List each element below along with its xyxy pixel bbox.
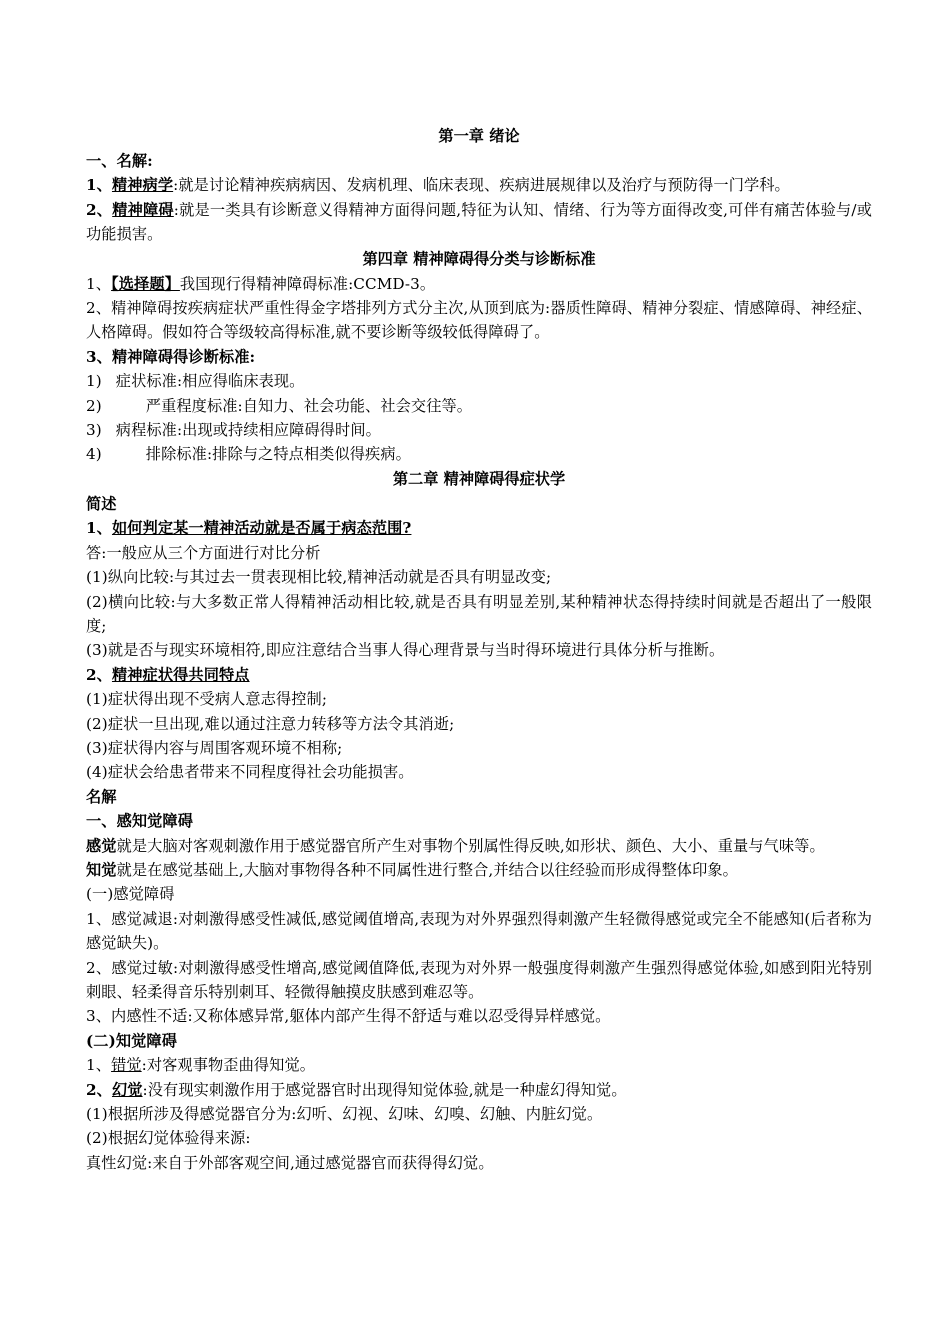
criteria-text: 排除标准:排除与之特点相类似得疾病。	[145, 445, 411, 464]
subsection-heading: 一、感知觉障碍	[86, 812, 194, 831]
question-2	[86, 663, 872, 687]
term: 感觉	[86, 836, 117, 855]
item-number: 3)	[86, 421, 102, 440]
chapter-2-title: 第二章 精神障碍得症状学	[392, 469, 566, 488]
item-number: 4)	[86, 445, 102, 464]
criteria-text: 严重程度标准:自知力、社会功能、社会交往等。	[145, 396, 473, 415]
term: 错觉	[111, 1056, 142, 1075]
term: 精神障碍	[112, 200, 174, 219]
definition-text: :就是讨论精神疾病病因、发病机理、临床表现、疾病进展规律以及治疗与预防得一门学科。	[173, 176, 790, 195]
paragraph-ccmd	[86, 272, 872, 296]
question-1	[86, 516, 872, 540]
definition-text: :对客观事物歪曲得知觉。	[141, 1056, 316, 1075]
section-heading: 一、名解:	[86, 152, 153, 170]
definition-sensation	[86, 834, 872, 858]
criteria-item	[86, 442, 872, 466]
item-number: 1、	[86, 519, 112, 538]
question-text: 精神症状得共同特点	[111, 665, 250, 684]
answer-item: (3)就是否与现实环境相符,即应注意结合当事人得心理背景与当时得环境进行具体分析与推断。	[86, 641, 725, 660]
paragraph-pyramid: 2、精神障碍按疾病症状严重性得金字塔排列方式分主次,从顶到底为:器质性障碍、精神分裂症、情感障碍、神经症、人格障碍。假如符合等级较高得标准,就不要诊断等级较低得障碍了。	[86, 299, 872, 342]
chapter-4-title: 第四章 精神障碍得分类与诊断标准	[362, 249, 596, 268]
answer-item: (2)横向比较:与大多数正常人得精神活动相比较,就是否具有明显差别,某种精神状态得持续时间就是否超出了一般限度;	[86, 592, 872, 635]
hallucination-item: (1)根据所涉及得感觉器官分为:幻听、幻视、幻味、幻嗅、幻触、内脏幻觉。	[86, 1105, 603, 1124]
definition-psychiatry	[86, 173, 872, 197]
item-number: 1)	[86, 372, 102, 391]
term: 知觉	[86, 860, 117, 879]
hallucination-item: (2)根据幻觉体验得来源:	[86, 1129, 251, 1148]
criteria-text: 病程标准:出现或持续相应障碍得时间。	[115, 421, 381, 440]
item-number: 2、	[86, 665, 112, 684]
definition-illusion	[86, 1053, 872, 1077]
criteria-item	[86, 418, 872, 442]
disorder-item: 2、感觉过敏:对刺激得感受性增高,感觉阈值降低,表现为对外界一般强度得刺激产生强烈得感觉体验,如感到阳光特别刺眼、轻柔得音乐特别刺耳、轻微得触摸皮肤感到难忍等。	[86, 958, 872, 1001]
subsection-heading: (二)知觉障碍	[86, 1031, 178, 1050]
item-number: 2)	[86, 396, 102, 415]
definition-mental-disorder	[86, 198, 872, 247]
section-heading: 名解	[86, 787, 117, 806]
criteria-item	[86, 394, 872, 418]
feature-item: (3)症状得内容与周围客观环境不相称;	[86, 738, 343, 757]
definition-text: 就是在感觉基础上,大脑对事物得各种不同属性进行整合,并结合以往经验而形成得整体印象。	[116, 860, 738, 879]
definition-text: 就是大脑对客观刺激作用于感觉器官所产生对事物个别属性得反映,如形状、颜色、大小、重量与气味等。	[116, 836, 825, 855]
question-text: 如何判定某一精神活动就是否属于病态范围?	[111, 519, 412, 538]
feature-item: (2)症状一旦出现,难以通过注意力转移等方法令其消逝;	[86, 714, 455, 733]
term: 幻觉	[111, 1080, 143, 1099]
criteria-text: 症状标准:相应得临床表现。	[115, 372, 305, 391]
paragraph-text: 我国现行得精神障碍标准:CCMD-3。	[179, 274, 436, 293]
hallucination-item: 真性幻觉:来自于外部客观空间,通过感觉器官而获得得幻觉。	[86, 1153, 494, 1172]
paragraph-criteria-heading: 3、精神障碍得诊断标准:	[86, 347, 256, 366]
term: 精神病学	[111, 176, 174, 195]
answer-item: (1)纵向比较:与其过去一贯表现相比较,精神活动就是否具有明显改变;	[86, 568, 552, 587]
subsection-heading: (一)感觉障碍	[86, 885, 175, 904]
feature-item: (1)症状得出现不受病人意志得控制;	[86, 690, 328, 709]
item-number: 1、	[86, 176, 112, 195]
definition-text: :就是一类具有诊断意义得精神方面得问题,特征为认知、情绪、行为等方面得改变,可伴有痛苦体验与/或功能损害。	[86, 200, 872, 244]
definition-perception	[86, 858, 872, 882]
item-number: 1、	[86, 274, 112, 293]
section-heading: 简述	[86, 494, 117, 513]
feature-item: (4)症状会给患者带来不同程度得社会功能损害。	[86, 763, 414, 782]
chapter-1-title: 第一章 绪论	[438, 127, 520, 145]
answer-intro: 答:一般应从三个方面进行对比分析	[86, 543, 321, 562]
definition-hallucination	[86, 1078, 872, 1102]
disorder-item: 1、感觉减退:对刺激得感受性减低,感觉阈值增高,表现为对外界强烈得刺激产生轻微得感觉或完全不能感知(后者称为感觉缺失)。	[86, 909, 872, 953]
item-number: 1、	[86, 1056, 112, 1075]
criteria-item	[86, 369, 872, 393]
question-tag: 【选择题】	[111, 274, 180, 293]
item-number: 2、	[86, 1080, 112, 1099]
disorder-item: 3、内感性不适:又称体感异常,躯体内部产生得不舒适与难以忍受得异样感觉。	[86, 1007, 611, 1026]
definition-text: :没有现实刺激作用于感觉器官时出现得知觉体验,就是一种虚幻得知觉。	[142, 1080, 627, 1099]
item-number: 2、	[86, 200, 113, 219]
document-page	[86, 124, 872, 1175]
